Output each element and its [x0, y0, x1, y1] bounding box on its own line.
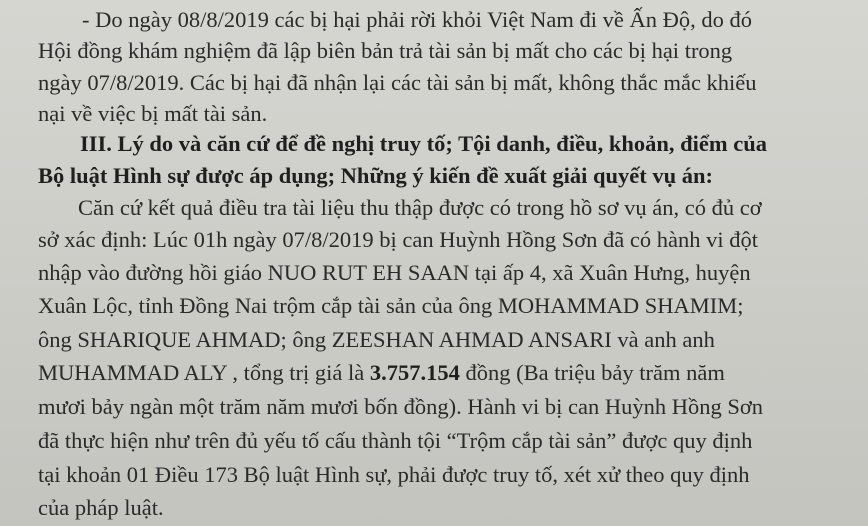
section-tail-line-4: của pháp luật. [38, 495, 164, 520]
section-body-line-3: nhập vào đường hồi giáo NUO RUT EH SAAN tại ấp 4, xã Xuân Hưng, huyện [38, 260, 751, 285]
section-body-line-1: Căn cứ kết quả điều tra tài liệu thu thập được có trong hồ sơ vụ án, có đủ cơ [78, 195, 762, 220]
paragraph-1-line-4: nại về việc bị mất tài sản. [38, 101, 268, 126]
total-amount: 3.757.154 [369, 360, 460, 385]
section-body-line-5: ông SHARIQUE AHMAD; ông ZEESHAN AHMAD ANSARI và anh anh [38, 327, 715, 352]
section-heading-line-2: Bộ luật Hình sự được áp dụng; Những ý kiến đề xuất giải quyết vụ án: [38, 163, 714, 188]
paragraph-1-line-1: - Do ngày 08/8/2019 các bị hại phải rời khỏi Việt Nam đi về Ấn Độ, do đó [82, 7, 753, 32]
amount-suffix: đồng (Ba triệu bảy trăm năm [459, 360, 725, 385]
paragraph-1-line-3: ngày 07/8/2019. Các bị hại đã nhận lại các tài sản bị mất, không thắc mắc khiếu [38, 70, 757, 95]
amount-prefix: MUHAMMAD ALY , tổng trị giá là [38, 360, 370, 385]
section-tail-line-3: tại khoản 01 Điều 173 Bộ luật Hình sự, phải được truy tố, xét xử theo quy định [38, 462, 750, 487]
section-body-line-4: Xuân Lộc, tỉnh Đồng Nai trộm cắp tài sản của ông MOHAMMAD SHAMIM; [38, 293, 744, 318]
section-heading-line-1: III. Lý do và căn cứ để đề nghị truy tố; Tội danh, điều, khoản, điểm của [80, 131, 767, 156]
section-body-line-2: sở xác định: Lúc 01h ngày 07/8/2019 bị can Huỳnh Hồng Sơn đã có hành vi đột [38, 227, 758, 252]
section-amount-line [38, 362, 725, 385]
section-tail-line-2: đã thực hiện như trên đủ yếu tố cấu thành tội “Trộm cắp tài sản” được quy định [38, 428, 753, 453]
paragraph-1-line-2: Hội đồng khám nghiệm đã lập biên bản trả tài sản bị mất cho các bị hại trong [38, 38, 733, 63]
section-tail-line-1: mươi bảy ngàn một trăm năm mươi bốn đồng). Hành vi bị can Huỳnh Hồng Sơn [38, 394, 763, 419]
